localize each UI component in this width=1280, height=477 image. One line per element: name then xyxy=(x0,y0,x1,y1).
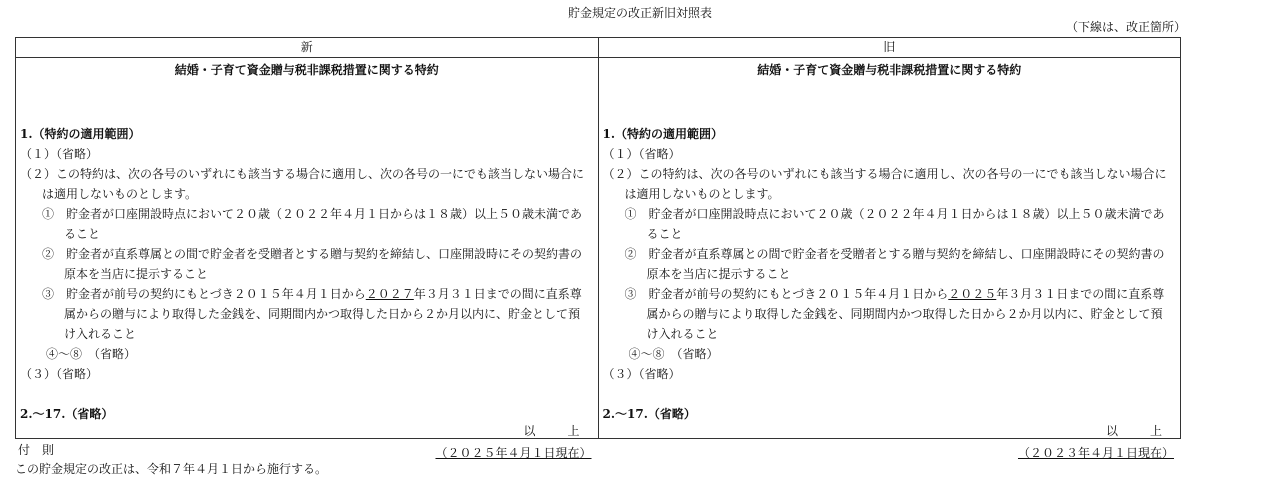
paragraph-1: （１）（省略） xyxy=(20,147,99,161)
old-column xyxy=(598,58,1181,460)
supplementary-heading: 付 則 xyxy=(18,443,55,457)
section-heading: 1.（特約の適用範囲） xyxy=(20,127,141,141)
paragraph-3: （３）（省略） xyxy=(20,367,99,381)
item-1: ① 貯金者が口座開設時点において２０歳（２０２２年４月１日からは１８歳）以上５０歳未満であること xyxy=(42,207,583,241)
item-2: ② 貯金者が直系尊属との間で貯金者を受贈者とする贈与契約を締結し、口座開設時にその契約書の原本を当店に提示すること xyxy=(42,247,583,281)
document-title: 貯金規定の改正新旧対照表 xyxy=(567,6,712,20)
section-2-17: 2.～17.（省略） xyxy=(602,407,696,421)
item-3: ③ 貯金者が前号の契約にもとづき２０１５年４月１日から２０２７年３月３１日までの間に直系尊属からの贈与により取得した金銭を、同期間内かつ取得した日から２か月以内に、貯金として預け入れること xyxy=(42,287,582,341)
item-2: ② 貯金者が直系尊属との間で貯金者を受贈者とする贈与契約を締結し、口座開設時にその契約書の原本を当店に提示すること xyxy=(624,247,1165,281)
supplementary-text: この貯金規定の改正は、令和７年４月１日から施行する。 xyxy=(15,462,328,476)
paragraph-1: （１）（省略） xyxy=(602,147,681,161)
new-column-header: 新 xyxy=(16,38,599,58)
end-mark: 以 上 xyxy=(523,424,590,438)
underline-note: （下線は、改正箇所） xyxy=(1065,20,1186,34)
section-2-17: 2.～17.（省略） xyxy=(20,407,114,421)
paragraph-3: （３）（省略） xyxy=(602,367,681,381)
section-heading: 1.（特約の適用範囲） xyxy=(602,127,724,141)
effective-date: （２０２５年４月１日現在） xyxy=(435,446,592,460)
amended-year: ２０２５ xyxy=(948,287,997,301)
paragraph-2: （２）この特約は、次の各号のいずれにも該当する場合に適用し、次の各号の一にでも該当しない場合には適用しないものとします。 xyxy=(602,167,1167,201)
end-mark: 以 上 xyxy=(1105,424,1172,438)
item-3: ③ 貯金者が前号の契約にもとづき２０１５年４月１日から２０２５年３月３１日までの間に直系尊属からの贈与により取得した金銭を、同期間内かつ取得した日から２か月以内に、貯金として預け入れること xyxy=(624,287,1165,341)
effective-date: （２０２３年４月１日現在） xyxy=(1017,446,1174,460)
amended-year: ２０２７ xyxy=(365,287,414,301)
clause-body xyxy=(20,124,592,424)
items-4-8: ④～⑧ （省略） xyxy=(628,347,719,361)
item-1: ① 貯金者が口座開設時点において２０歳（２０２２年４月１日からは１８歳）以上５０歳未満であること xyxy=(624,207,1165,241)
items-4-8: ④～⑧ （省略） xyxy=(46,347,137,361)
old-column-header: 旧 xyxy=(598,38,1181,58)
special-clause-title: 結婚・子育て資金贈与税非課税措置に関する特約 xyxy=(757,63,1022,77)
special-clause-title: 結婚・子育て資金贈与税非課税措置に関する特約 xyxy=(174,63,439,77)
paragraph-2: （２）この特約は、次の各号のいずれにも該当する場合に適用し、次の各号の一にでも該当しない場合には適用しないものとします。 xyxy=(20,167,585,201)
clause-body xyxy=(603,124,1175,424)
